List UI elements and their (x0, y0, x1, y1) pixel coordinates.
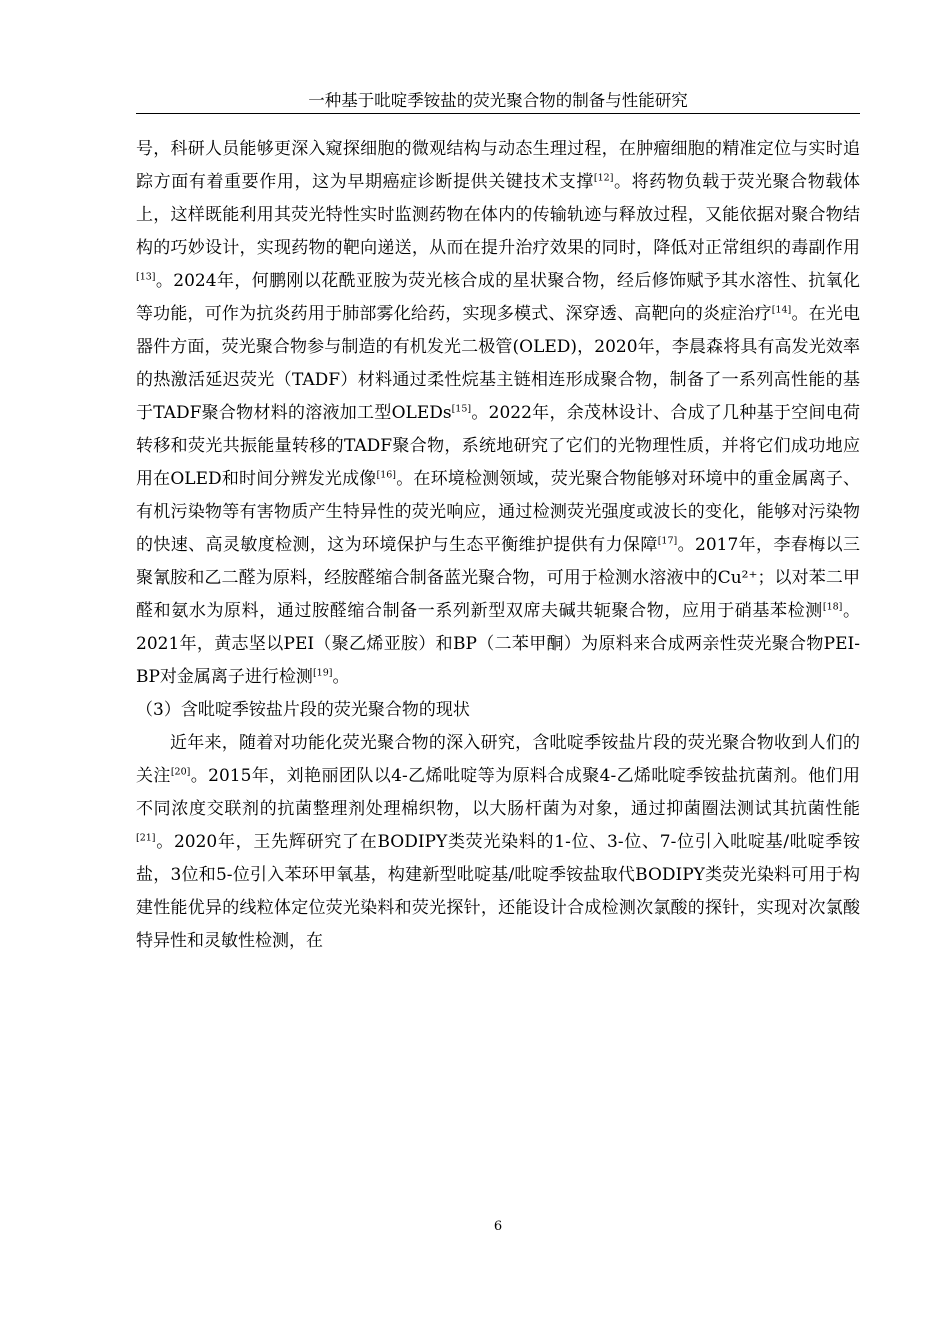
citation-19: [19] (312, 667, 333, 679)
section-heading: （3）含吡啶季铵盐片段的荧光聚合物的现状 (136, 700, 470, 720)
text-run: 。2015年，刘艳丽团队以4-乙烯吡啶等为原料合成聚4-乙烯吡啶季铵盐抗菌剂。他们用不同浓度交联剂的抗菌整理剂处理棉织物，以大肠杆菌为对象，通过抑菌圈法测试其抗菌性能 (136, 766, 860, 819)
text-run: 。2021年，黄志坚以PEI（聚乙烯亚胺）和BP（二苯甲酮）为原料来合成两亲性荧光聚合物PEI-BP对金属离子进行检测 (136, 601, 861, 687)
text-run: 。2020年，王先辉研究了在BODIPY类荧光染料的1-位、3-位、7-位引入吡啶基/吡啶季铵盐，3位和5-位引入苯环甲氧基，构建新型吡啶基/吡啶季铵盐取代BODIPY类荧光染料可用于构建性能优异的线粒体定位荧光染料和荧光探针，还能设计合成检测次氯酸的探针，实现对次氯酸特异性和灵敏性检测，在 (136, 832, 860, 951)
citation-13: [13] (136, 271, 156, 283)
text-run: 。2022年，余茂林设计、合成了几种基于空间电荷转移和荧光共振能量转移的TADF聚合物，系统地研究了它们的光物理性质，并将它们成功地应用在OLED和时间分辨发光成像 (136, 403, 860, 489)
body-text (136, 133, 860, 958)
text-run: 。2017年，李春梅以三聚氰胺和乙二醛为原料，经胺醛缩合制备蓝光聚合物，可用于检测水溶液中的Cu²⁺；以对苯二甲醛和氨水为原料，通过胺醛缩合制备一系列新型双席夫碱共轭聚合物，应用于硝基苯检测 (136, 535, 861, 621)
citation-16: [16] (376, 469, 397, 481)
text-run: 。将药物负载于荧光聚合物载体上，这样既能利用其荧光特性实时监测药物在体内的传输轨迹与释放过程，又能依据对聚合物结构的巧妙设计，实现药物的靶向递送，从而在提升治疗效果的同时，降低对正常组织的毒副作用 (136, 172, 861, 258)
citation-14: [14] (771, 304, 792, 316)
citation-15: [15] (451, 403, 472, 415)
paragraph-continued (136, 133, 860, 694)
header-rule (136, 113, 860, 114)
text-run: 。2024年，何鹏刚以花酰亚胺为荧光核合成的星状聚合物，经后修饰赋予其水溶性、抗氧化等功能，可作为抗炎药用于肺部雾化给药，实现多模式、深穿透、高靶向的炎症治疗 (136, 271, 860, 324)
page-number: 6 (493, 1219, 503, 1234)
citation-21: [21] (136, 832, 156, 844)
citation-20: [20] (170, 766, 191, 778)
text-run: 号，科研人员能够更深入窥探细胞的微观结构与动态生理过程，在肿瘤细胞的精准定位与实时追踪方面有着重要作用，这为早期癌症诊断提供关键技术支撑 (136, 139, 860, 192)
text-run: 。在光电器件方面，荧光聚合物参与制造的有机发光二极管(OLED)，2020年，李晨森将具有高发光效率的热激活延迟荧光（TADF）材料通过柔性烷基主链相连形成聚合物，制备了一系列高性能的基于TADF聚合物材料的溶液加工型OLEDs (136, 304, 861, 423)
text-run: 。 (332, 667, 350, 687)
citation-17: [17] (657, 535, 678, 547)
running-header: 一种基于吡啶季铵盐的荧光聚合物的制备与性能研究 (308, 91, 688, 110)
paragraph (136, 727, 860, 958)
text-run: 近年来，随着对功能化荧光聚合物的深入研究，含吡啶季铵盐片段的荧光聚合物收到人们的关注 (136, 733, 860, 786)
citation-12: [12] (593, 172, 614, 184)
text-run: 。在环境检测领域，荧光聚合物能够对环境中的重金属离子、有机污染物等有害物质产生特异性的荧光响应，通过检测荧光强度或波长的变化，能够对污染物的快速、高灵敏度检测，这为环境保护与生态平衡维护提供有力保障 (136, 469, 861, 555)
citation-18: [18] (822, 601, 843, 613)
